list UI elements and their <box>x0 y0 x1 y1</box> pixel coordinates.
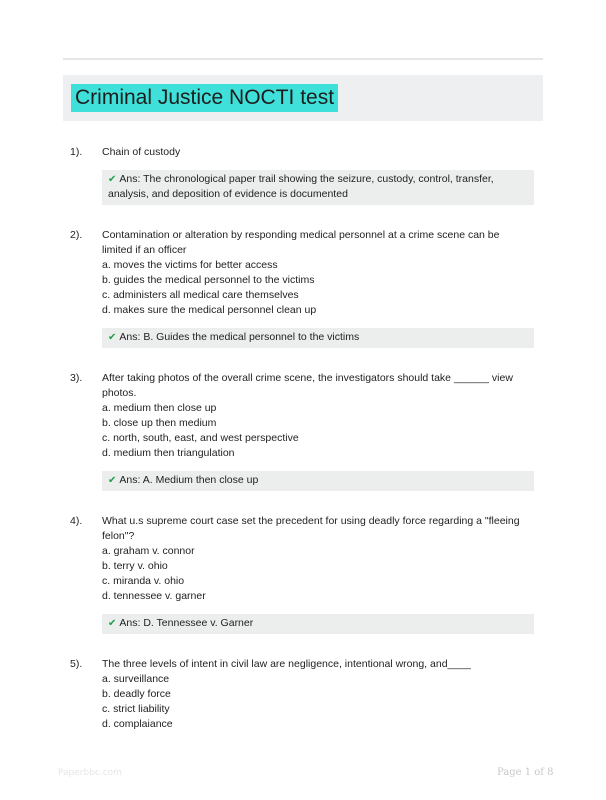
option-b: b. close up then medium <box>102 417 217 429</box>
question-text: felon"? <box>102 530 135 542</box>
title-box <box>63 75 543 121</box>
question-text: The three levels of intent in civil law are negligence, intentional wrong, and____ <box>102 658 471 670</box>
page-number: Page 1 of 8 <box>497 767 554 778</box>
option-a: a. moves the victims for better access <box>102 259 278 271</box>
option-b: b. deadly force <box>102 688 171 700</box>
option-b: b. terry v. ohio <box>102 560 168 572</box>
question-text: photos. <box>102 387 137 399</box>
question-number: 2). <box>70 229 83 241</box>
question-number: 3). <box>70 372 83 384</box>
option-c: c. miranda v. ohio <box>102 575 185 587</box>
question-text: limited if an officer <box>102 244 187 256</box>
answer-box-4 <box>102 614 534 634</box>
check-icon: ✔ <box>108 618 117 629</box>
option-d: d. makes sure the medical personnel clean up <box>102 304 317 316</box>
option-c: c. strict liability <box>102 703 170 715</box>
check-icon: ✔ <box>108 332 117 343</box>
option-c: c. administers all medical care themselves <box>102 289 299 301</box>
option-c: c. north, south, east, and west perspective <box>102 432 299 444</box>
answer-box-3 <box>102 471 534 491</box>
question-text: After taking photos of the overall crime scene, the investigators should take ______ view <box>102 372 513 384</box>
check-icon: ✔ <box>108 174 117 185</box>
option-a: a. graham v. connor <box>102 545 195 557</box>
document-title: Criminal Justice NOCTI test <box>71 84 338 112</box>
option-d: d. complaiance <box>102 718 173 730</box>
footer-watermark: Paperbbc.com <box>58 768 122 778</box>
option-a: a. surveillance <box>102 673 170 685</box>
question-text: Chain of custody <box>102 146 181 158</box>
answer-text: analysis, and deposition of evidence is documented <box>108 188 348 200</box>
answer-box-1 <box>102 170 534 205</box>
question-number: 1). <box>70 146 83 158</box>
question-text: What u.s supreme court case set the precedent for using deadly force regarding a "fleeing <box>102 515 520 527</box>
question-number: 4). <box>70 515 83 527</box>
question-number: 5). <box>70 658 83 670</box>
option-a: a. medium then close up <box>102 402 217 414</box>
option-b: b. guides the medical personnel to the victims <box>102 274 315 286</box>
answer-text: Ans: A. Medium then close up <box>119 474 259 486</box>
question-text: Contamination or alteration by responding medical personnel at a crime scene can be <box>102 229 500 241</box>
answer-text: Ans: The chronological paper trail showing the seizure, custody, control, transfer, <box>119 173 494 185</box>
answer-text: Ans: D. Tennessee v. Garner <box>119 617 254 629</box>
option-d: d. medium then triangulation <box>102 447 235 459</box>
check-icon: ✔ <box>108 475 117 486</box>
option-d: d. tennessee v. garner <box>102 590 206 602</box>
top-rule <box>63 58 543 60</box>
answer-box-2 <box>102 328 534 348</box>
answer-text: Ans: B. Guides the medical personnel to the victims <box>119 331 360 343</box>
